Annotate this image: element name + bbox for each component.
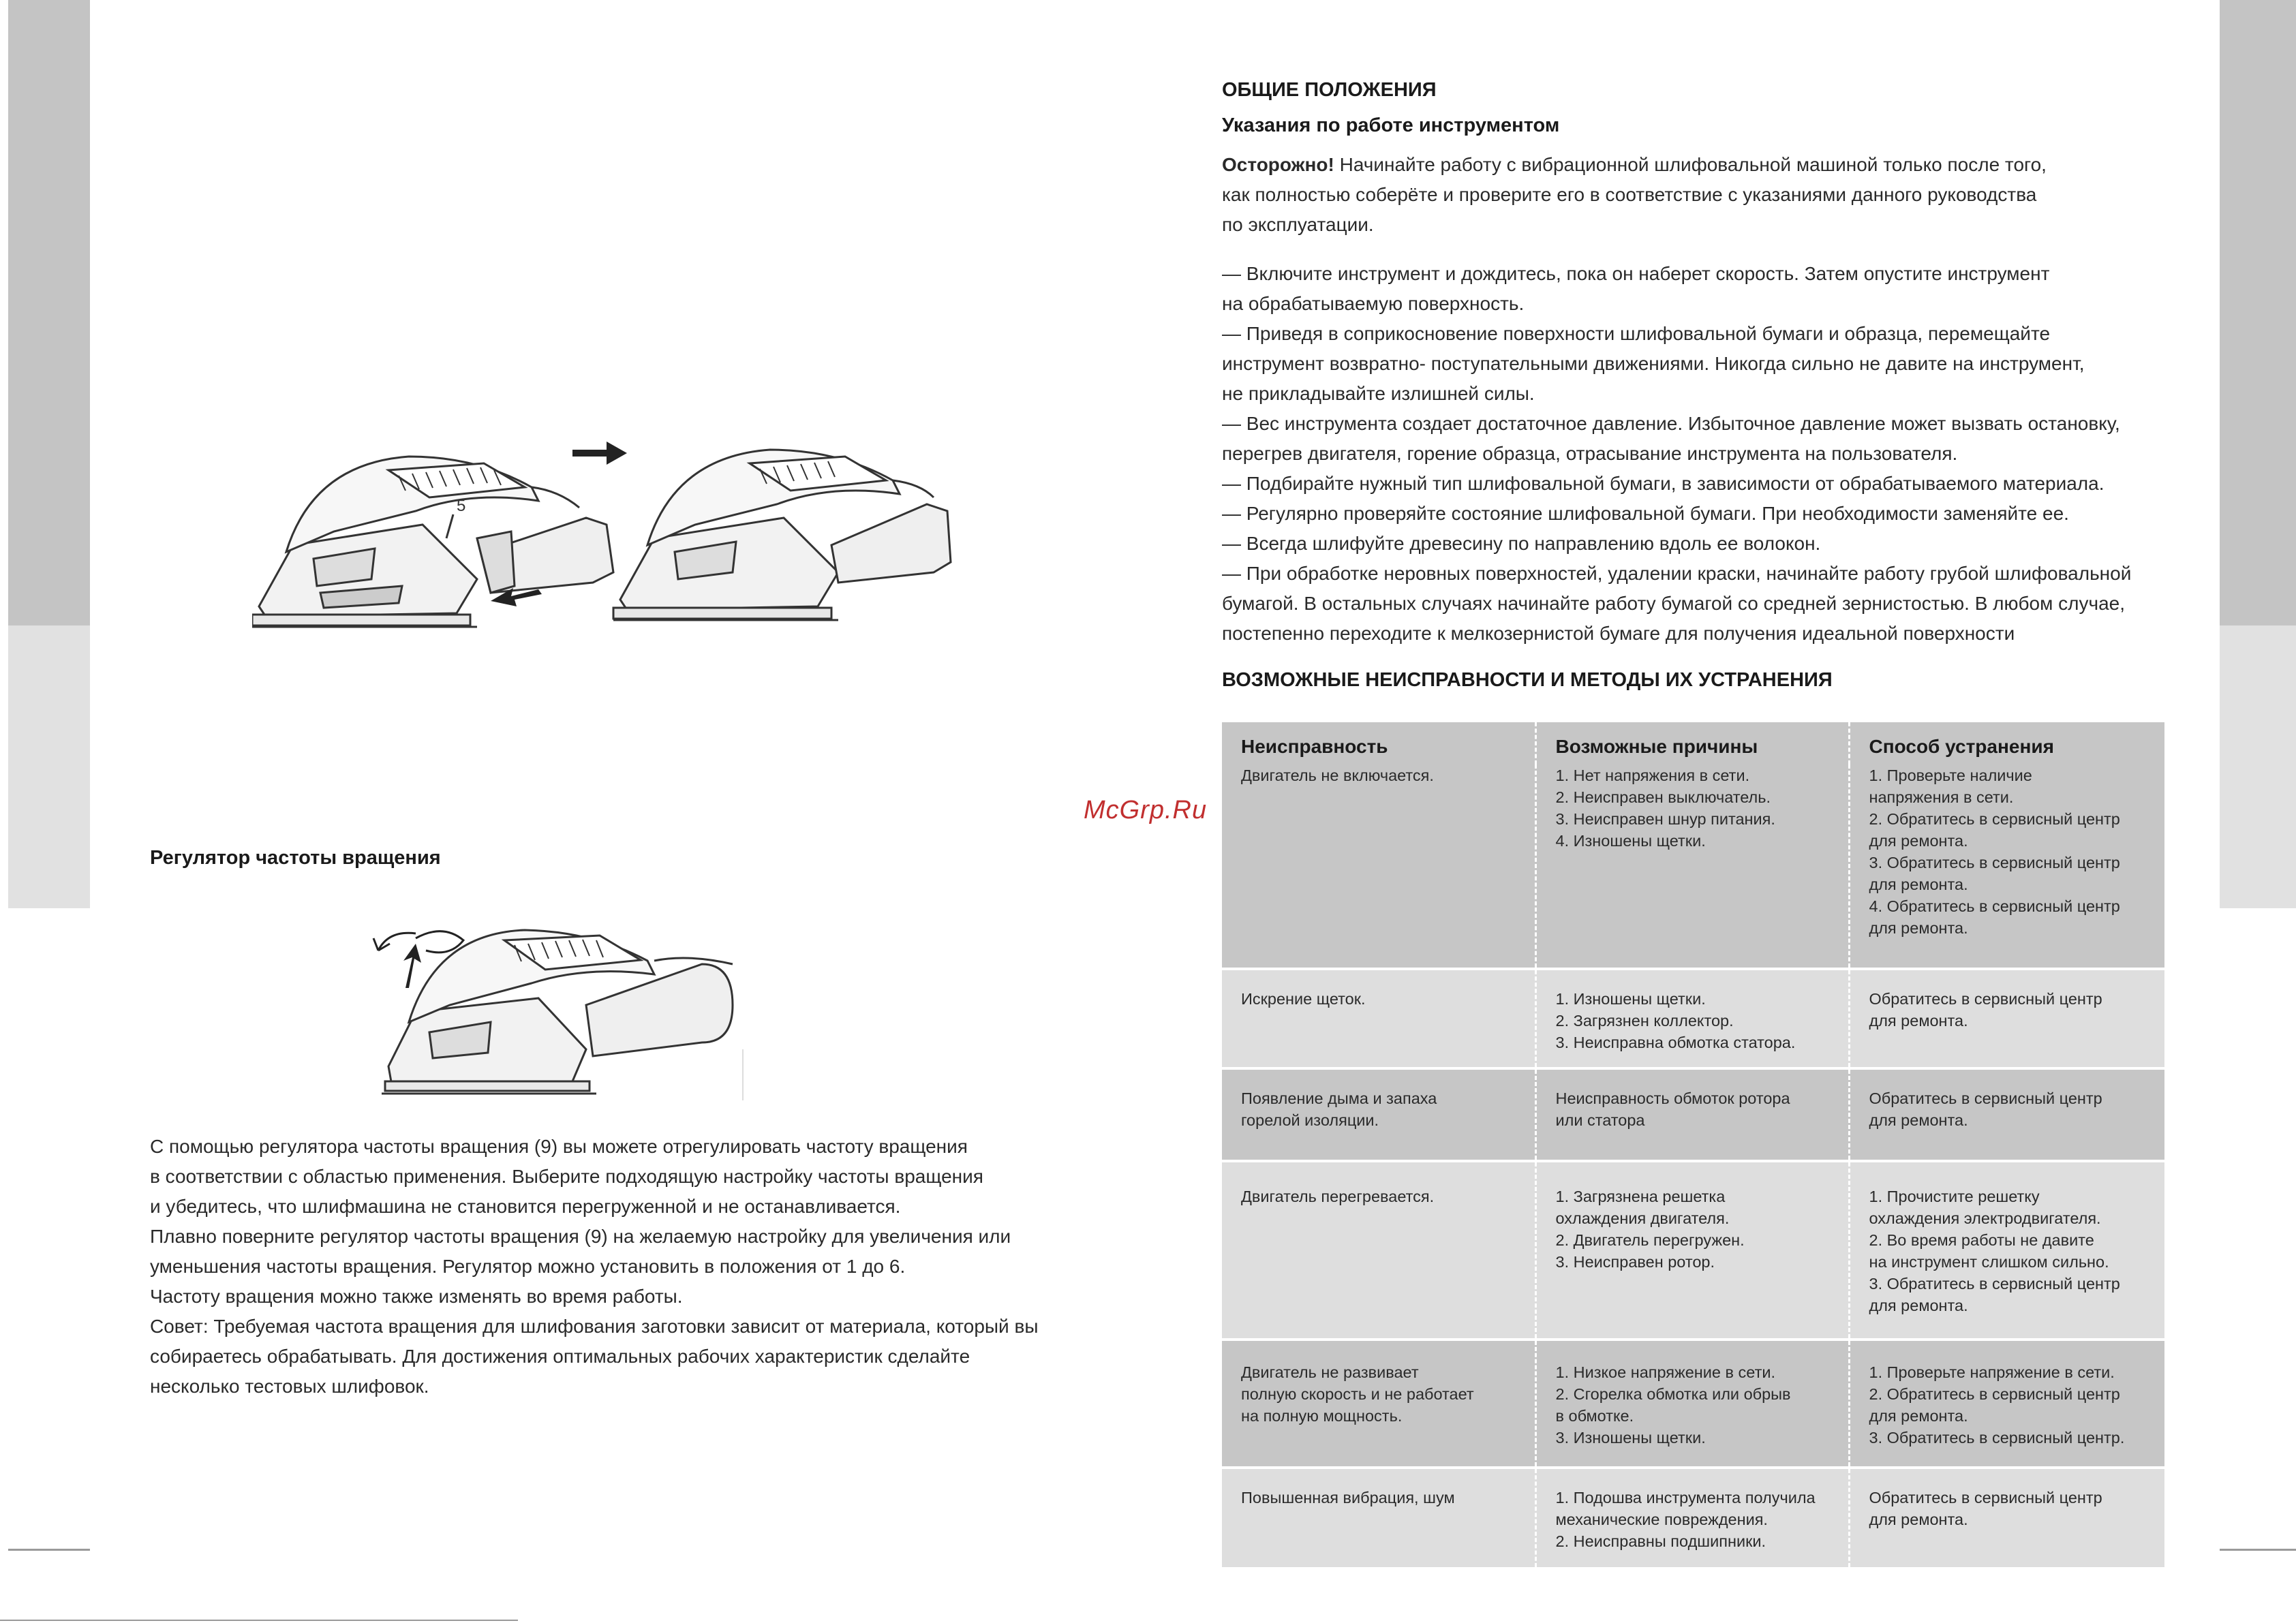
cell-line: 2. Двигатель перегружен. bbox=[1555, 1231, 1745, 1249]
cell-line: для ремонта. bbox=[1869, 832, 1968, 850]
bullet-line: бумагой. В остальных случаях начинайте работу бумагой со средней зернистостью. В любом случае, bbox=[1222, 593, 2125, 614]
fault-cell bbox=[1222, 1468, 1535, 1567]
right-edge-tab-light bbox=[2220, 625, 2296, 908]
general-title: ОБЩИЕ ПОЛОЖЕНИЯ bbox=[1222, 79, 1437, 101]
cell-line: для ремонта. bbox=[1869, 876, 1968, 893]
cell-line: для ремонта. bbox=[1869, 1511, 1968, 1528]
cell-line: 3. Обратитесь в сервисный центр bbox=[1869, 1275, 2120, 1293]
bullet-line: — При обработке неровных поверхностей, удалении краски, начинайте работу грубой шлифовальной bbox=[1222, 563, 2132, 584]
warning-line: как полностью соберёте и проверите его в соответствие с указаниями данного руководства bbox=[1222, 184, 2037, 205]
cell-line: на полную мощность. bbox=[1241, 1407, 1403, 1425]
cell-line: для ремонта. bbox=[1869, 1297, 1968, 1314]
bottom-page-rule bbox=[0, 1620, 518, 1621]
causes-cell bbox=[1535, 1068, 1849, 1161]
cell-line: Появление дыма и запаха bbox=[1241, 1089, 1437, 1107]
cell-line: 2. Во время работы не давите bbox=[1869, 1231, 2094, 1249]
left-edge-tab-dark bbox=[8, 0, 90, 625]
fault-cell bbox=[1222, 969, 1535, 1068]
cell-line: Обратитесь в сервисный центр bbox=[1869, 990, 2102, 1008]
warning-line: по эксплуатации. bbox=[1222, 214, 1374, 235]
table-header-row bbox=[1222, 722, 2164, 764]
callout-number: 5 bbox=[457, 497, 466, 515]
bullet-line: не прикладывайте излишней силы. bbox=[1222, 383, 1535, 404]
paragraph-line: С помощью регулятора частоты вращения (9) вы можете отрегулировать частоту вращения bbox=[150, 1136, 968, 1157]
cell-line: 2. Неисправен выключатель. bbox=[1555, 788, 1771, 806]
fixes-cell bbox=[1849, 764, 2164, 969]
cell-line: или статора bbox=[1555, 1111, 1645, 1129]
fixes-cell bbox=[1849, 969, 2164, 1068]
column-header-fault: Неисправность bbox=[1241, 736, 1388, 757]
cell-line: Обратитесь в сервисный центр bbox=[1869, 1489, 2102, 1506]
paragraph-line: и убедитесь, что шлифмашина не становится перегруженной и не останавливается. bbox=[150, 1196, 901, 1217]
causes-cell bbox=[1535, 764, 1849, 969]
regulator-title: Регулятор частоты вращения bbox=[150, 847, 441, 869]
cell-line: Обратитесь в сервисный центр bbox=[1869, 1089, 2102, 1107]
bullet-line: на обрабатываемую поверхность. bbox=[1222, 293, 1525, 314]
causes-cell bbox=[1535, 1340, 1849, 1468]
sander-right-drawing bbox=[613, 450, 951, 620]
cell-line: 2. Обратитесь в сервисный центр bbox=[1869, 1385, 2120, 1403]
table-row bbox=[1222, 1468, 2164, 1567]
right-footer-rule bbox=[2220, 1549, 2296, 1551]
fault-cell bbox=[1222, 1068, 1535, 1161]
paragraph-line: Совет: Требуемая частота вращения для шлифования заготовки зависит от материала, который вы bbox=[150, 1316, 1039, 1337]
cell-line: для ремонта. bbox=[1869, 1012, 1968, 1030]
fixes-cell bbox=[1849, 1068, 2164, 1161]
cell-line: 3. Неисправен шнур питания. bbox=[1555, 810, 1775, 828]
right-edge-tab-dark bbox=[2220, 0, 2296, 625]
paragraph-line: несколько тестовых шлифовок. bbox=[150, 1376, 429, 1397]
column-header-fixes: Способ устранения bbox=[1849, 722, 2164, 764]
cell-line: Повышенная вибрация, шум bbox=[1241, 1489, 1455, 1506]
table-row bbox=[1222, 1340, 2164, 1468]
paragraph-line: в соответствии с областью применения. Выберите подходящую настройку частоты вращения bbox=[150, 1166, 983, 1187]
cell-line: 1. Изношены щетки. bbox=[1555, 990, 1706, 1008]
sander-dust-bag-illustration bbox=[252, 422, 954, 661]
bullet-line: — Регулярно проверяйте состояние шлифовальной бумаги. При необходимости заменяйте ее. bbox=[1222, 503, 2069, 524]
speed-regulator-illustration bbox=[361, 903, 756, 1100]
paragraph-line: Плавно поверните регулятор частоты вращения (9) на желаемую настройку для увеличения или bbox=[150, 1226, 1011, 1247]
cell-line: 1. Низкое напряжение в сети. bbox=[1555, 1363, 1775, 1381]
bullet-line: инструмент возвратно- поступательными движениями. Никогда сильно не давите на инструмент, bbox=[1222, 353, 2085, 374]
cell-line: горелой изоляции. bbox=[1241, 1111, 1379, 1129]
arrow-right-icon bbox=[572, 442, 627, 465]
cell-line: на инструмент слишком сильно. bbox=[1869, 1253, 2109, 1271]
rotate-arrow-icon bbox=[373, 933, 416, 950]
regulator-description bbox=[150, 1132, 1118, 1402]
warning-line: Начинайте работу с вибрационной шлифовальной машиной только после того, bbox=[1334, 154, 2047, 175]
cell-line: для ремонта. bbox=[1869, 1111, 1968, 1129]
cell-line: 4. Изношены щетки. bbox=[1555, 832, 1706, 850]
fault-cell bbox=[1222, 1340, 1535, 1468]
causes-cell bbox=[1535, 969, 1849, 1068]
bullet-line: — Приведя в соприкосновение поверхности шлифовальной бумаги и образца, перемещайте bbox=[1222, 323, 2051, 344]
cell-line: 2. Загрязнен коллектор. bbox=[1555, 1012, 1734, 1030]
causes-cell bbox=[1535, 1161, 1849, 1340]
bullet-list bbox=[1222, 259, 2176, 649]
bullet-line: — Всегда шлифуйте древесину по направлению вдоль ее волокон. bbox=[1222, 533, 1821, 554]
table-row bbox=[1222, 969, 2164, 1068]
column-header-causes: Возможные причины bbox=[1535, 722, 1849, 764]
cell-line: 1. Нет напряжения в сети. bbox=[1555, 767, 1750, 784]
warning-label: Осторожно! bbox=[1222, 154, 1334, 175]
cell-line: 1. Проверьте напряжение в сети. bbox=[1869, 1363, 2115, 1381]
cell-line: механические повреждения. bbox=[1555, 1511, 1768, 1528]
cell-line: 2. Сгорелка обмотка или обрыв bbox=[1555, 1385, 1791, 1403]
cell-line: 1. Загрязнена решетка bbox=[1555, 1188, 1726, 1205]
cell-line: 3. Обратитесь в сервисный центр bbox=[1869, 854, 2120, 871]
cell-line: 2. Неисправны подшипники. bbox=[1555, 1532, 1766, 1550]
fault-cell bbox=[1222, 1161, 1535, 1340]
cell-line: напряжения в сети. bbox=[1869, 788, 2014, 806]
cell-line: Двигатель не включается. bbox=[1241, 767, 1434, 784]
cell-line: охлаждения двигателя. bbox=[1555, 1209, 1730, 1227]
causes-cell bbox=[1535, 1468, 1849, 1567]
left-footer-rule bbox=[8, 1549, 90, 1551]
bullet-line: постепенно переходите к мелкозернистой бумаге для получения идеальной поверхности bbox=[1222, 623, 2015, 644]
table-row bbox=[1222, 1161, 2164, 1340]
bullet-line: — Подбирайте нужный тип шлифовальной бумаги, в зависимости от обрабатываемого материала. bbox=[1222, 473, 2104, 494]
troubleshooting-title: ВОЗМОЖНЫЕ НЕИСПРАВНОСТИ И МЕТОДЫ ИХ УСТРАНЕНИЯ bbox=[1222, 669, 1833, 691]
cell-line: 2. Обратитесь в сервисный центр bbox=[1869, 810, 2120, 828]
bullet-line: перегрев двигателя, горение образца, отрасывание инструмента на пользователя. bbox=[1222, 443, 1958, 464]
cell-line: для ремонта. bbox=[1869, 919, 1968, 937]
cell-line: в обмотке. bbox=[1555, 1407, 1634, 1425]
cell-line: Искрение щеток. bbox=[1241, 990, 1366, 1008]
troubleshooting-table bbox=[1222, 722, 2164, 1567]
cell-line: Двигатель перегревается. bbox=[1241, 1188, 1435, 1205]
dust-bag-drawing bbox=[477, 518, 613, 593]
cell-line: 3. Обратитесь в сервисный центр. bbox=[1869, 1429, 2125, 1447]
cell-line: 1. Подошва инструмента получила bbox=[1555, 1489, 1816, 1506]
table-row bbox=[1222, 764, 2164, 969]
cell-line: 4. Обратитесь в сервисный центр bbox=[1869, 897, 2120, 915]
cell-line: 1. Проверьте наличие bbox=[1869, 767, 2032, 784]
bullet-line: — Вес инструмента создает достаточное давление. Избыточное давление может вызвать остановку, bbox=[1222, 413, 2120, 434]
cell-line: охлаждения электродвигателя. bbox=[1869, 1209, 2101, 1227]
cell-line: Неисправность обмоток ротора bbox=[1555, 1089, 1790, 1107]
cell-line: полную скорость и не работает bbox=[1241, 1385, 1474, 1403]
cell-line: 3. Изношены щетки. bbox=[1555, 1429, 1706, 1447]
left-edge-tab-light bbox=[8, 625, 90, 908]
rotate-dial-icon bbox=[416, 931, 463, 953]
table-row bbox=[1222, 1068, 2164, 1161]
cell-line: для ремонта. bbox=[1869, 1407, 1968, 1425]
bullet-line: — Включите инструмент и дождитесь, пока он наберет скорость. Затем опустите инструмент bbox=[1222, 263, 2050, 284]
watermark: McGrp.Ru bbox=[1084, 796, 1208, 824]
paragraph-line: собираетесь обрабатывать. Для достижения оптимальных рабочих характеристик сделайте bbox=[150, 1346, 970, 1367]
fixes-cell bbox=[1849, 1340, 2164, 1468]
paragraph-line: уменьшения частоты вращения. Регулятор можно установить в положения от 1 до 6. bbox=[150, 1256, 906, 1277]
fixes-cell bbox=[1849, 1468, 2164, 1567]
warning-block bbox=[1222, 150, 2176, 240]
cell-line: 3. Неисправен ротор. bbox=[1555, 1253, 1715, 1271]
cell-line: 3. Неисправна обмотка статора. bbox=[1555, 1034, 1796, 1051]
cell-line: Двигатель не развивает bbox=[1241, 1363, 1419, 1381]
paragraph-line: Частоту вращения можно также изменять во время работы. bbox=[150, 1286, 683, 1307]
general-provisions-section bbox=[1222, 75, 2176, 649]
cell-line: 1. Прочистите решетку bbox=[1869, 1188, 2040, 1205]
pointer-arrow-icon bbox=[403, 944, 421, 988]
fixes-cell bbox=[1849, 1161, 2164, 1340]
fault-cell bbox=[1222, 764, 1535, 969]
instructions-title: Указания по работе инструментом bbox=[1222, 114, 1560, 136]
